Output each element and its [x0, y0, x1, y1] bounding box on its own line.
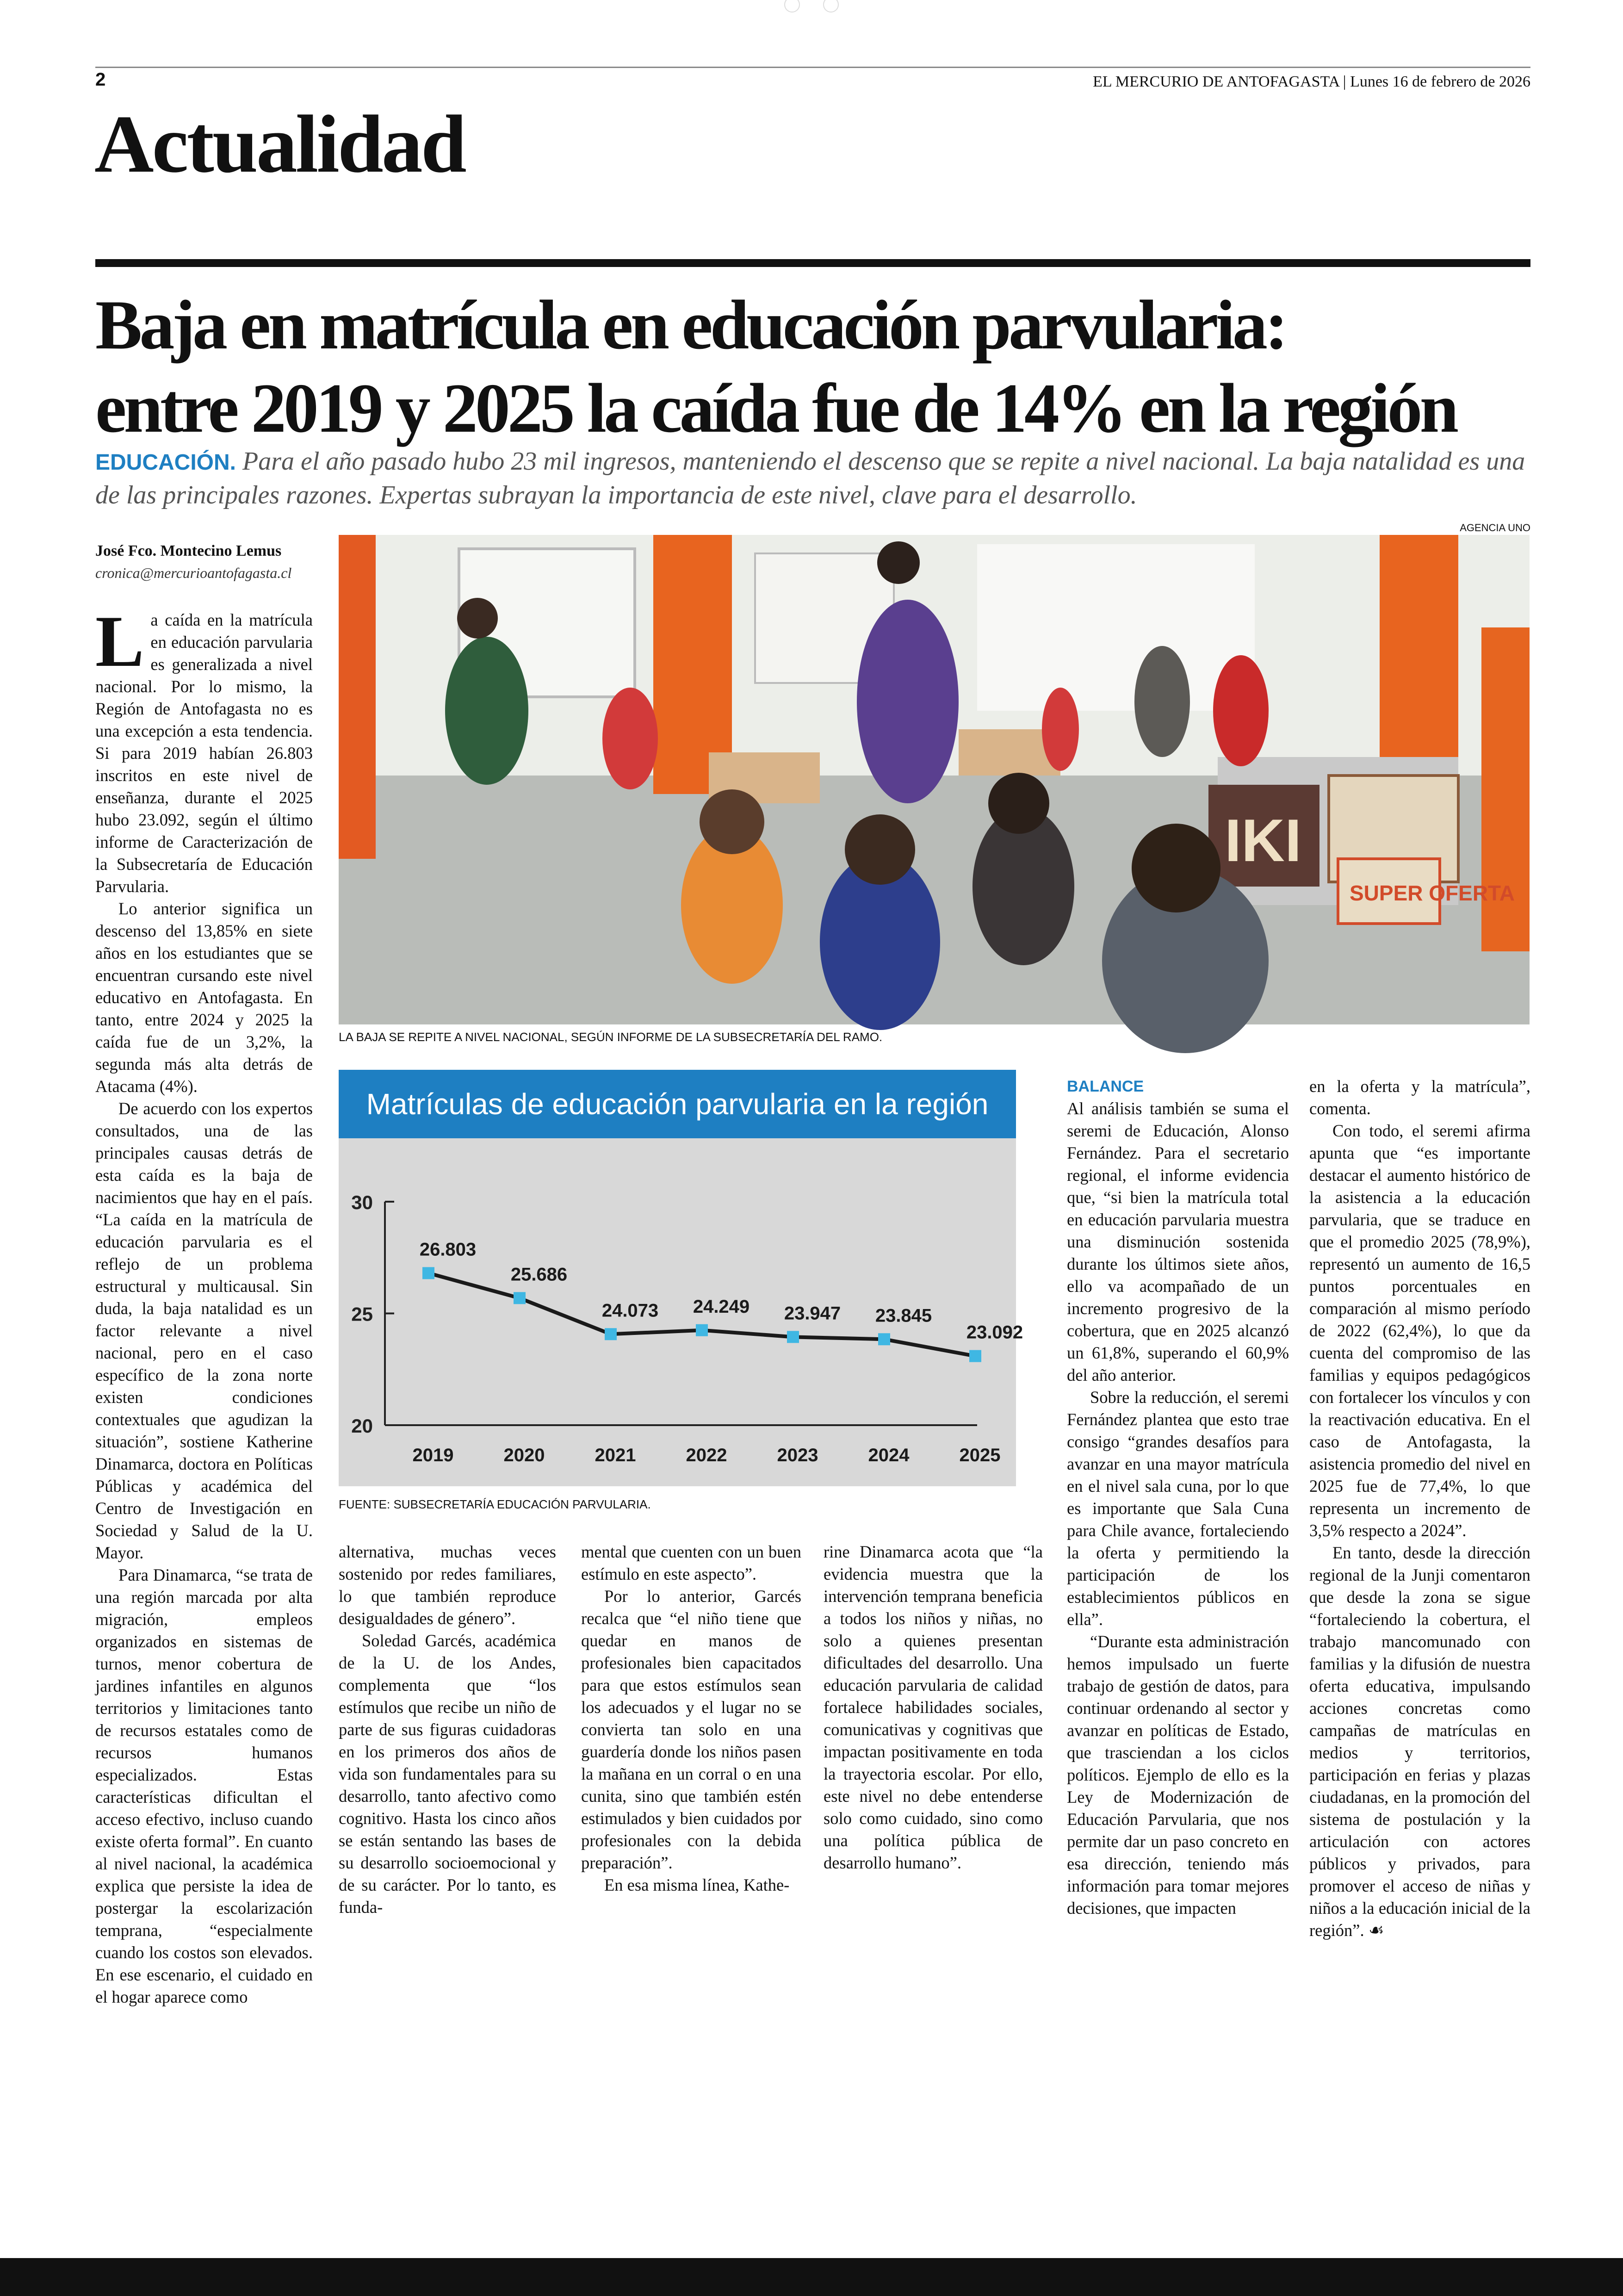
page-nav-dots	[782, 0, 842, 14]
paragraph: “Durante esta administración hemos impulsado un fuerte trabajo de gestión de datos, para continuar ordenando al sector y avanzar en políticas de Estado, que trasciendan a los ciclos políticos. Ejemplo de ello es la Ley de Modernización de Educación Parvularia, que nos permite dar un paso concreto en esa dirección, teniendo más información para tomar mejores decisiones, que impacten	[1067, 1632, 1289, 1917]
photo-credit: AGENCIA UNO	[1460, 522, 1530, 534]
paragraph: alternativa, muchas veces sostenido por redes familiares, lo que también reproduce desigualdades de género”.	[339, 1542, 556, 1628]
paragraph: Sobre la reducción, el seremi Fernández plantea que esto trae consigo “grandes desafíos para avanzar en una mayor matrícula en el nivel sala cuna, por lo que es importante que Sala Cuna para Chile avance, fortaleciendo la oferta y permitiendo la participación de los establecimientos públicos en ella”.	[1067, 1388, 1289, 1629]
data-label: 25.686	[510, 1264, 568, 1285]
masthead: EL MERCURIO DE ANTOFAGASTA | Lunes 16 de febrero de 2026	[1093, 73, 1530, 90]
paragraph: Para Dinamarca, “se trata de una región marcada por alta migración, empleos organizados en sistemas de turnos, menor cobertura de jardines infantiles en algunos territorios y limitaciones tanto de recursos estatales como de recursos humanos especializados. Estas características dificultan el acceso efectivo, incluso cuando existe oferta formal”. En cuanto al nivel nacional, la académica explica que persiste la idea de postergar la escolarización temprana, “especialmente cuando los costos son elevados. En ese escenario, el cuidado en el hogar aparece como	[95, 1565, 313, 2006]
data-point	[787, 1331, 799, 1343]
paragraph: a caída en la matrícula en educación parvularia es generalizada a nivel nacional. Por lo mismo, la Región de Antofagasta no es una excepción a esta tendencia. Si para 2019 habían 26.803 inscritos en este nivel de enseñanza, durante el 2025 hubo 23.092, según el último informe de Caracterización de la Subsecretaría de Educación Parvularia.	[95, 610, 313, 896]
paragraph: En esa misma línea, Kathe-	[604, 1875, 790, 1894]
data-point	[696, 1324, 708, 1336]
bottom-bar	[0, 2258, 1623, 2296]
subhead-balance: BALANCE	[1067, 1078, 1144, 1095]
column-6	[1309, 1075, 1530, 1942]
x-tick-label: 2024	[868, 1445, 910, 1465]
paragraph: Por lo anterior, Garcés recalca que “el niño tiene que quedar en manos de profesionales bien capacitados para que estos estímulos sean los adecuados y el lugar no se convierta tan solo en una guardería donde los niños pasen la mañana en un corral o en una cunita, sino que también estén estimulados y bien cuidados por profesionales con la debida preparación”.	[581, 1587, 801, 1872]
y-tick-label: 25	[351, 1303, 373, 1325]
paragraph: rine Dinamarca acota que “la evidencia muestra que la intervención temprana beneficia a todos los niños y niñas, no solo a quienes presentan dificultades del desarrollo. Una educación parvularia de calidad fortalece habilidades sociales, comunicativas y cognitivas que impactan positivamente en toda la trayectoria escolar. Por ello, este nivel no debe entenderse solo como cuidado, sino como una política pública de desarrollo humano”.	[824, 1542, 1043, 1872]
column-5	[1067, 1075, 1289, 1919]
column-4	[824, 1541, 1043, 1874]
headline-line-2: entre 2019 y 2025 la caída fue de 14% en la región	[95, 369, 1456, 447]
paragraph: Soledad Garcés, académica de la U. de los Andes, complementa que “los estímulos que recibe un niño de parte de sus figuras cuidadoras en los primeros dos años de vida son fundamentales para su desarrollo, tanto afectivo como cognitivo. Hasta los cinco años se están sentando las bases de su desarrollo socioemocional y de su carácter. Por lo tanto, es funda-	[339, 1631, 556, 1917]
line-chart	[339, 1070, 1023, 1486]
page-number: 2	[95, 69, 106, 90]
y-tick-label: 20	[351, 1415, 373, 1437]
author-email: cronica@mercurioantofagasta.cl	[95, 565, 292, 581]
drop-cap: L	[95, 601, 144, 682]
chart-title: Matrículas de educación parvularia en la región	[366, 1087, 989, 1121]
photo-caption: LA BAJA SE REPITE A NIVEL NACIONAL, SEGÚN INFORME DE LA SUBSECRETARÍA DEL RAMO.	[339, 1030, 883, 1044]
paragraph: mental que cuenten con un buen estímulo en este aspecto”.	[581, 1542, 801, 1583]
x-tick-label: 2025	[959, 1445, 1001, 1465]
data-label: 23.845	[875, 1305, 932, 1326]
data-point	[605, 1328, 617, 1340]
x-tick-label: 2021	[595, 1445, 636, 1465]
data-label: 24.249	[693, 1296, 750, 1317]
data-point	[514, 1292, 526, 1304]
deck	[95, 445, 1530, 511]
chart-source: FUENTE: SUBSECRETARÍA EDUCACIÓN PARVULARIA.	[339, 1497, 651, 1511]
data-label: 26.803	[419, 1239, 477, 1260]
x-tick-label: 2019	[412, 1445, 454, 1465]
paragraph: Lo anterior significa un descenso del 13,85% en siete años en los estudiantes que se encuentran cursando este nivel educativo en Antofagasta. En tanto, entre 2024 y 2025 la caída fue de un 3,2%, la segunda más alta detrás de Atacama (4%).	[95, 899, 313, 1096]
column-3	[581, 1541, 801, 1896]
byline: José Fco. Montecino Lemus	[95, 542, 282, 559]
deck-text: Para el año pasado hubo 23 mil ingresos, manteniendo el descenso que se repite a nivel nacional. La baja natalidad es una de las principales razones. Expertas subrayan la importancia de este nivel, clave para el desarrollo.	[95, 447, 1525, 509]
data-point	[969, 1350, 981, 1362]
data-label: 23.947	[784, 1303, 841, 1324]
headline-line-1: Baja en matrícula en educación parvularia:	[95, 286, 1286, 364]
top-rule	[95, 67, 1530, 68]
data-label: 24.073	[601, 1300, 659, 1321]
data-point	[422, 1267, 434, 1279]
column-2	[339, 1541, 556, 1918]
kicker: EDUCACIÓN.	[95, 450, 236, 475]
x-tick-label: 2022	[686, 1445, 727, 1465]
paragraph: Al análisis también se suma el seremi de Educación, Alonso Fernández. Para el secretario regional, el informe evidencia que, “si bien la matrícula total en educación parvularia muestra una disminución sostenida durante los últimos siete años, ello va acompañado de un incremento progresivo de la cobertura, que en 2025 alcanzó un 61,8%, superando el 60,9% del año anterior.	[1067, 1099, 1289, 1384]
paragraph: De acuerdo con los expertos consultados, una de las principales causas detrás de esta caída es la baja de nacimientos que hay en el país. “La caída en la matrícula de educación parvularia es el reflejo de un problema estructural y multicausal. Sin duda, la baja natalidad es un factor relevante a nivel nacional, pero en el caso específico de la zona norte existen condiciones contextuales que agudizan la situación”, sostiene Katherine Dinamarca, doctora en Políticas Públicas y académica del Centro de Investigación en Sociedad y Salud de la U. Mayor.	[95, 1099, 313, 1562]
end-mark-icon: ☙	[1368, 1921, 1384, 1940]
paragraph: en la oferta y la matrícula”, comenta.	[1309, 1077, 1530, 1118]
data-label: 23.092	[966, 1322, 1023, 1343]
section-title: Actualidad	[94, 98, 465, 190]
x-tick-label: 2023	[777, 1445, 818, 1465]
photo-sign-iki: IKI	[1225, 807, 1302, 874]
paragraph	[1309, 1542, 1530, 1942]
paragraph: Con todo, el seremi afirma apunta que “es importante destacar el aumento histórico de la asistencia a la educación parvularia, que se traduce en que el promedio 2025 (78,9%), representó un aumento de 16,5 puntos porcentuales en comparación al mismo período de 2022 (62,4%), lo que da cuenta del compromiso de las familias y equipos pedagógicos con fortalecer los vínculos y con la reactivación educativa. En el caso de Antofagasta, la asistencia promedio del nivel en 2025 fue de 77,4%, lo que representa un incremento de 3,5% respecto a 2024”.	[1309, 1121, 1530, 1540]
y-tick-label: 30	[351, 1191, 373, 1213]
chart-plot	[339, 1070, 1023, 1486]
data-point	[878, 1333, 890, 1345]
headline-rule	[95, 259, 1530, 267]
paragraph-text: En tanto, desde la dirección regional de la Junji comentaron que desde la zona se sigue “fortaleciendo la cobertura, el trabajo mancomunado con familias y la difusión de nuestra oferta educativa, impulsando acciones concretas como campañas de matrículas en medios y territorios, participación en ferias y plazas ciudadanas, en la promoción del sistema de postulación y la articulación con actores públicos y privados, para promover el acceso de niñas y niños a la educación inicial de la región”.	[1309, 1543, 1530, 1940]
x-tick-label: 2020	[503, 1445, 545, 1465]
classroom-photo	[339, 535, 1530, 1024]
photo-sign-oferta: SUPER OFERTA	[1350, 881, 1515, 905]
column-1	[95, 601, 313, 2006]
